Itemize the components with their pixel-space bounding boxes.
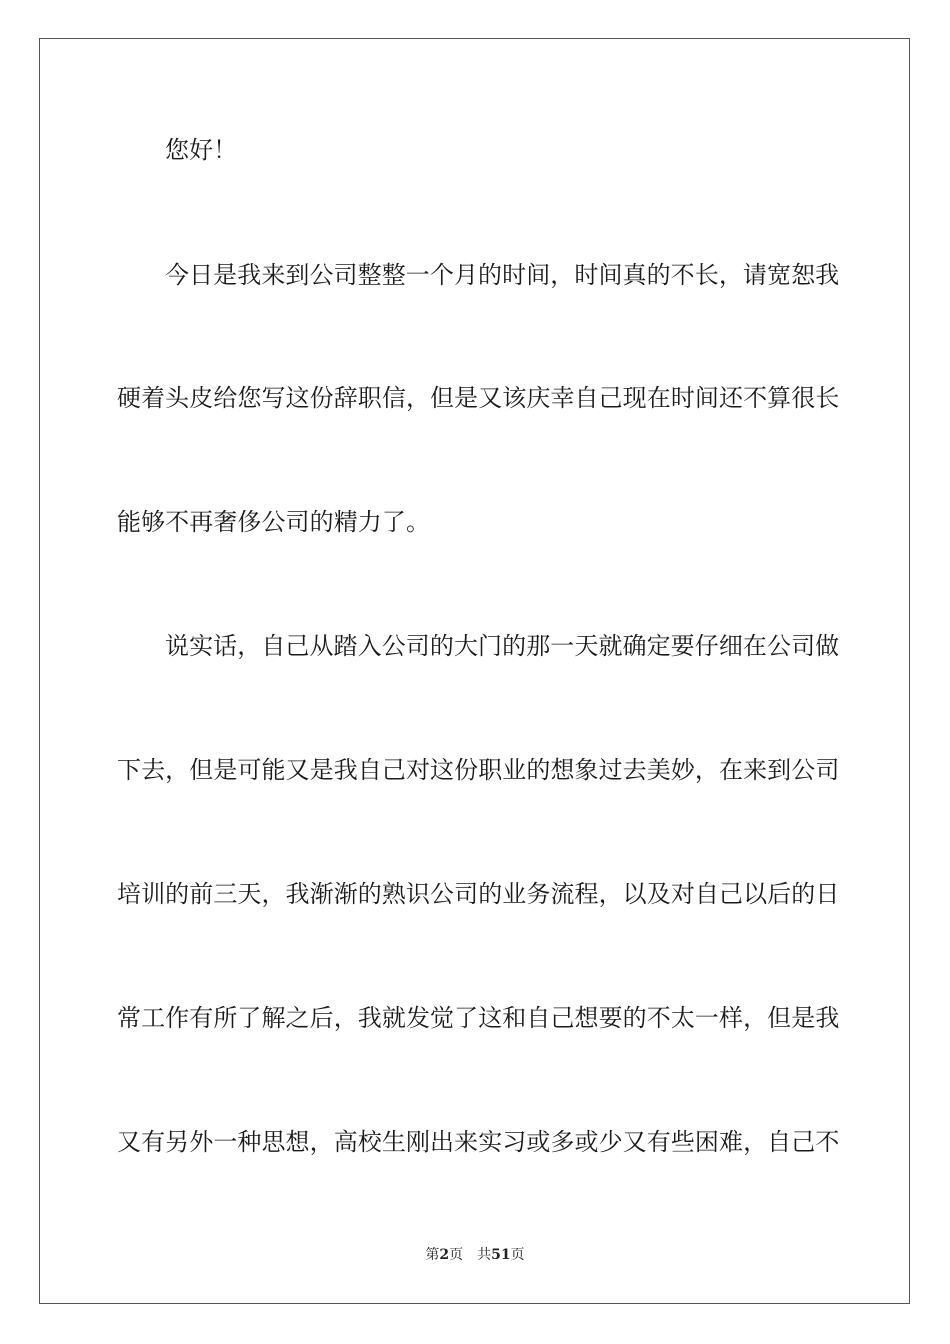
page-footer (0, 1246, 950, 1264)
body-line-2: 硬着头皮给您写这份辞职信，但是又该庆幸自己现在时间还不算很长 (117, 384, 840, 412)
body-line-7: 常工作有所了解之后，我就发觉了这和自己想要的不太一样，但是我 (117, 1004, 840, 1032)
body-line-5: 下去，但是可能又是我自己对这份职业的想象过去美妙，在来到公司 (117, 756, 840, 784)
footer-total-prefix: 共 (477, 1247, 492, 1263)
footer-total-suffix: 页 (510, 1247, 525, 1263)
footer-page-prefix: 第 (425, 1247, 440, 1263)
page-border (39, 38, 910, 1304)
body-line-1: 今日是我来到公司整整一个月的时间，时间真的不长，请宽恕我 (165, 261, 840, 289)
body-line-8: 又有另外一种思想，高校生刚出来实习或多或少又有些困难，自己不 (117, 1128, 840, 1156)
greeting-line: 您好！ (165, 136, 238, 164)
body-line-3: 能够不再奢侈公司的精力了。 (117, 508, 431, 536)
footer-page-number: 2 (439, 1247, 450, 1263)
body-line-6: 培训的前三天，我渐渐的熟识公司的业务流程，以及对自己以后的日 (117, 880, 840, 908)
footer-total-pages: 51 (491, 1247, 511, 1263)
footer-page-suffix: 页 (449, 1247, 464, 1263)
body-line-4: 说实话，自己从踏入公司的大门的那一天就确定要仔细在公司做 (165, 632, 840, 660)
